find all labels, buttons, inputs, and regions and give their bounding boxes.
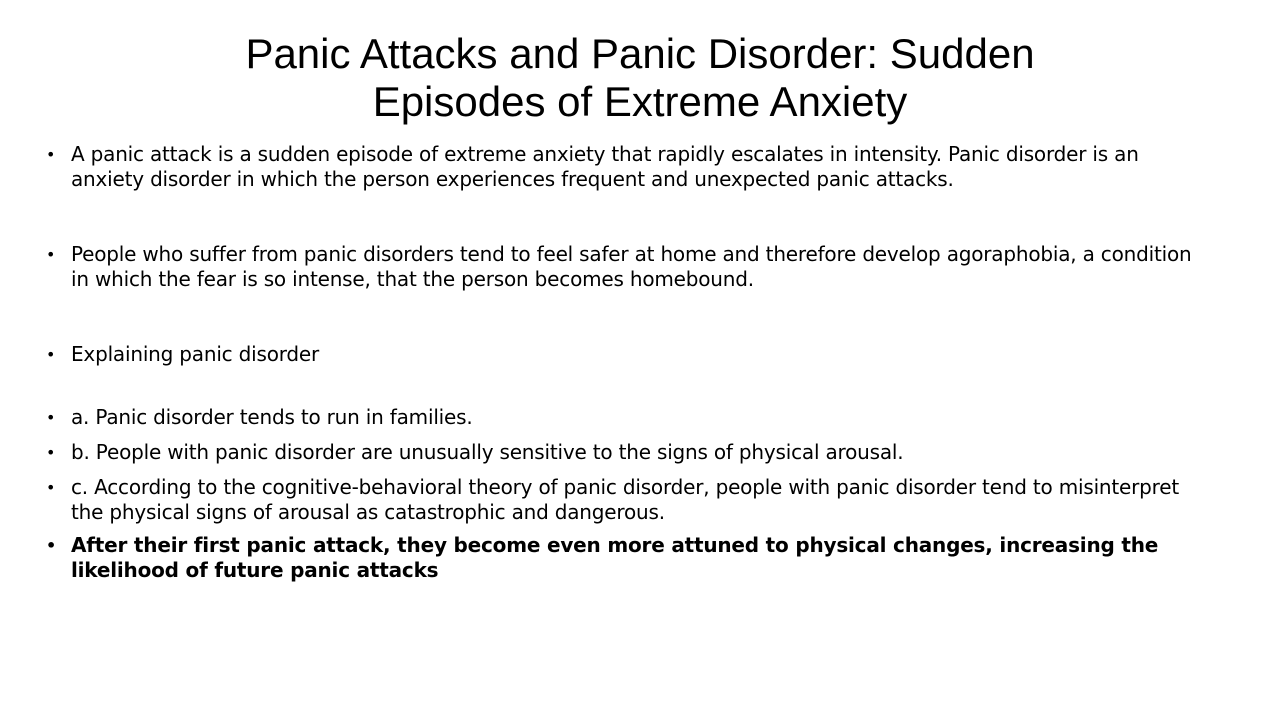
slide-title-line-1: Panic Attacks and Panic Disorder: Sudden bbox=[245, 30, 1035, 77]
bullet-icon: • bbox=[46, 345, 56, 364]
bullet-text: Explaining panic disorder bbox=[71, 342, 320, 366]
bullet-icon: • bbox=[46, 478, 56, 497]
bullet-item-agoraphobia bbox=[46, 242, 1196, 292]
bullet-icon: • bbox=[46, 536, 57, 555]
bullet-text: People who suffer from panic disorders tend to feel safer at home and therefore develop agoraphobia, a condition in which the fear is so intense, that the person becomes homebound. bbox=[71, 242, 1192, 291]
bullet-icon: • bbox=[46, 408, 56, 427]
bullet-item-explaining-panic-disorder bbox=[46, 342, 1196, 367]
slide-title-line-2: Episodes of Extreme Anxiety bbox=[372, 78, 908, 125]
bullet-item-panic-attack-definition bbox=[46, 142, 1196, 192]
slide-title bbox=[100, 30, 1180, 126]
bullet-icon: • bbox=[46, 443, 56, 462]
bullet-text: A panic attack is a sudden episode of extreme anxiety that rapidly escalates in intensity. Panic disorder is an anxiety disorder in which the person experiences frequent and unexpected panic attacks. bbox=[71, 142, 1139, 191]
bullet-item-cognitive-behavioral-theory bbox=[46, 475, 1196, 525]
bullet-item-after-first-attack bbox=[46, 533, 1196, 583]
bullet-item-runs-in-families bbox=[46, 405, 1196, 430]
bullet-text: a. Panic disorder tends to run in families. bbox=[71, 405, 473, 429]
bullet-icon: • bbox=[46, 245, 56, 264]
bullet-item-sensitive-to-arousal bbox=[46, 440, 1196, 465]
bullet-list bbox=[46, 142, 1196, 583]
bullet-text: b. People with panic disorder are unusually sensitive to the signs of physical arousal. bbox=[71, 440, 904, 464]
bullet-text: After their first panic attack, they become even more attuned to physical changes, increasing the likelihood of future panic attacks bbox=[71, 533, 1159, 582]
bullet-icon: • bbox=[46, 145, 56, 164]
bullet-text: c. According to the cognitive-behavioral theory of panic disorder, people with panic disorder tend to misinterpret the physical signs of arousal as catastrophic and dangerous. bbox=[71, 475, 1180, 524]
